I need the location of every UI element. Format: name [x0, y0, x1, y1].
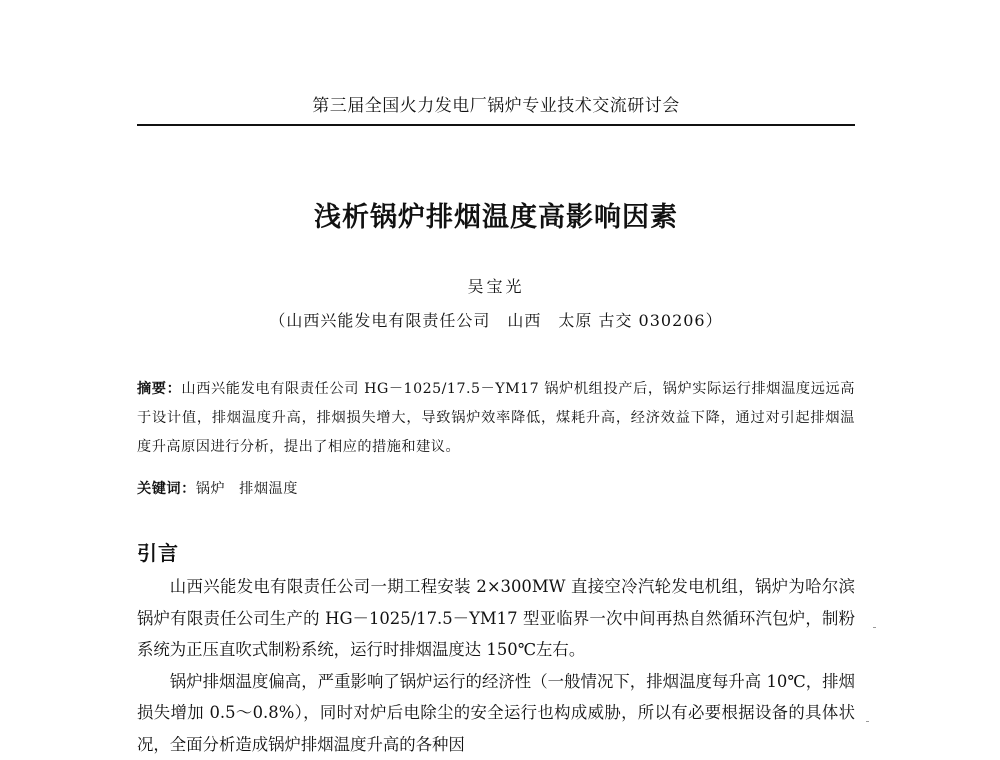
header-rule [137, 124, 855, 126]
author-name: 吴宝光 [467, 277, 525, 296]
abstract-text: 山西兴能发电有限责任公司 HG－1025/17.5－YM17 锅炉机组投产后，锅炉实际运行排烟温度远远高于设计值，排烟温度升高，排烟损失增大，导致锅炉效率降低，煤耗升高，经济效益下降，通过对引起排烟温度升高原因进行分析，提出了相应的措施和建议。 [137, 381, 855, 455]
keyword-item: 排烟温度 [239, 481, 298, 497]
keywords-label: 关键词： [137, 481, 196, 497]
abstract-label: 摘要： [137, 381, 182, 397]
introduction-body [137, 571, 855, 760]
abstract [137, 375, 855, 462]
scan-speck [866, 721, 869, 722]
keyword-item: 锅炉 [195, 481, 226, 497]
scan-speck [873, 627, 876, 628]
paragraph: 锅炉排烟温度偏高，严重影响了锅炉运行的经济性（一般情况下，排烟温度每升高 10℃，排烟损失增加 0.5～0.8%），同时对炉后电除尘的安全运行也构成威胁，所以有必要根据设备的具体状况，全面分析造成锅炉排烟温度升高的各种因 [137, 671, 855, 754]
keywords [137, 478, 855, 498]
section-heading-introduction: 引言 [137, 541, 179, 565]
paper-title: 浅析锅炉排烟温度高影响因素 [314, 202, 678, 233]
paragraph: 山西兴能发电有限责任公司一期工程安装 2×300MW 直接空冷汽轮发电机组，锅炉为哈尔滨锅炉有限责任公司生产的 HG－1025/17.5－YM17 型亚临界一次中间再热自然循环汽包炉，制粉系统为正压直吹式制粉系统，运行时排烟温度达 150℃左右。 [137, 577, 855, 659]
author-affiliation: （山西兴能发电有限责任公司 山西 太原 古交 030206） [269, 311, 723, 330]
running-header: 第三届全国火力发电厂锅炉专业技术交流研讨会 [312, 96, 680, 116]
